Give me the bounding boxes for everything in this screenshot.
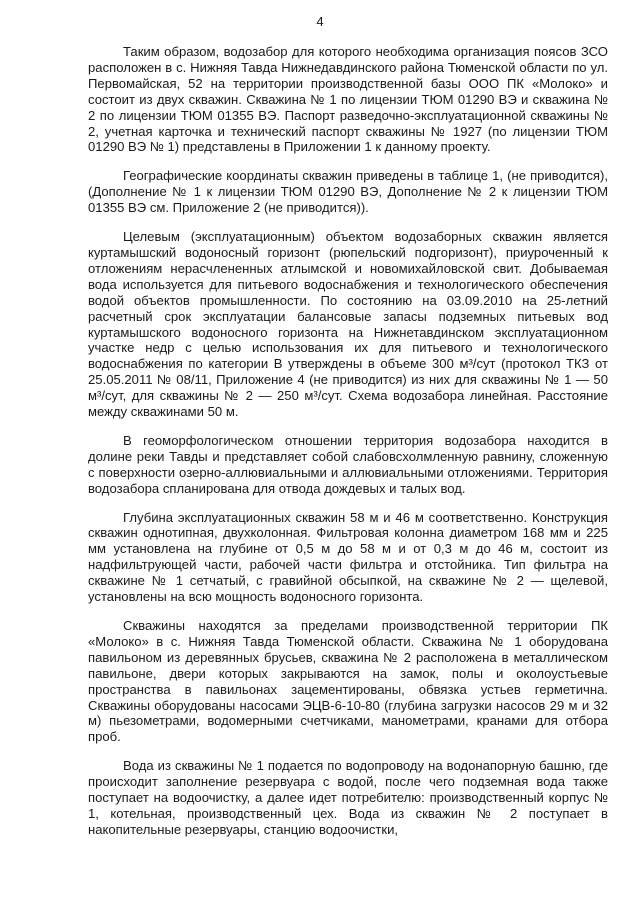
document-body — [88, 44, 608, 851]
page-number: 4 — [316, 14, 324, 29]
paragraph-geomorphology: В геоморфологическом отношении территория водозабора находится в долине реки Тавды и представляет собой слабовсхолмленную равнину, сложенную с поверхности озерно-аллювиальными и аллювиальными отложениями. Территория водозабора спланирована для отвода дождевых и талых вод. — [88, 432, 608, 496]
paragraph-well-equipment: Скважины находятся за пределами производственной территории ПК «Молоко» в с. Нижняя Тавда Тюменской области. Скважина № 1 оборудована павильоном из деревянных брусьев, скважина № 2 расположена в металлическом павильоне, двери которых закрываются на замок, полы и околоустьевые пространства в павильонах зацементированы, обвязка устьев герметична. Скважины оборудованы насосами ЭЦВ-6-10-80 (глубина загрузки насосов 29 м и 32 м) пьезометрами, водомерными счетчиками, манометрами, кранами для отбора проб. — [88, 618, 608, 745]
paragraph-target-horizon: Целевым (эксплуатационным) объектом водозаборных скважин является куртамышский водоносный горизонт (рюпельский подгоризонт), приуроченный к отложениям нерасчлененных атлымской и новомихайловской свит. Добываемая вода используется для питьевого водоснабжения и технологического обеспечения водой объектов промышленности. По состоянию на 03.09.2010 на 25-летний расчетный срок эксплуатации балансовые запасы подземных питьевых вод куртамышского водоносного горизонта на Нижнетавдинском эксплуатационном участке недр с целью использования их для питьевого и технологического водоснабжения по категории В утверждены в объеме 300 м³/сут (протокол ТКЗ от 25.05.2011 № 08/11, Приложение 4 (не приводится) из них для скважины № 1 — 50 м³/сут, для скважины № 2 — 250 м³/сут. Схема водозабора линейная. Расстояние между скважинами 50 м. — [88, 229, 608, 420]
paragraph-coordinates: Географические координаты скважин приведены в таблице 1, (не приводится), (Дополнение № 1 к лицензии ТЮМ 01290 ВЭ, Дополнение № 2 к лицензии ТЮМ 01355 ВЭ см. Приложение 2 (не приводится)). — [88, 168, 608, 216]
paragraph-well-depth: Глубина эксплуатационных скважин 58 м и 46 м соответственно. Конструкция скважин однотипная, двухколонная. Фильтровая колонна диаметром 168 мм и 225 мм установлена на глубине от 0,5 м до 58 м и от 0,3 м до 46 м, состоит из надфильтрующей части, рабочей части фильтра и отстойника. Тип фильтра на скважине № 1 сетчатый, с гравийной обсыпкой, на скважине № 2 — щелевой, установлены на всю мощность водоносного горизонта. — [88, 509, 608, 605]
paragraph-water-supply: Вода из скважины № 1 подается по водопроводу на водонапорную башню, где происходит заполнение резервуара с водой, после чего подземная вода также поступает на водоочистку, а далее идет потребителю: производственный корпус № 1, котельная, производственный цех. Вода из скважин № 2 поступает в накопительные резервуары, станцию водоочистки, — [88, 758, 608, 837]
paragraph-location: Таким образом, водозабор для которого необходима организация поясов ЗСО расположен в с. Нижняя Тавда Нижнедавдинского района Тюменской области по ул. Первомайская, 52 на территории производственной базы ООО ПК «Молоко» и состоит из двух скважин. Скважина № 1 по лицензии ТЮМ 01290 ВЭ и скважина № 2 по лицензии ТЮМ 01355 ВЭ. Паспорт разведочно-эксплуатационной скважины № 2, учетная карточка и технический паспорт скважины № 1927 (по лицензии ТЮМ 01290 ВЭ № 1) представлены в Приложении 1 к данному проекту. — [88, 44, 608, 155]
